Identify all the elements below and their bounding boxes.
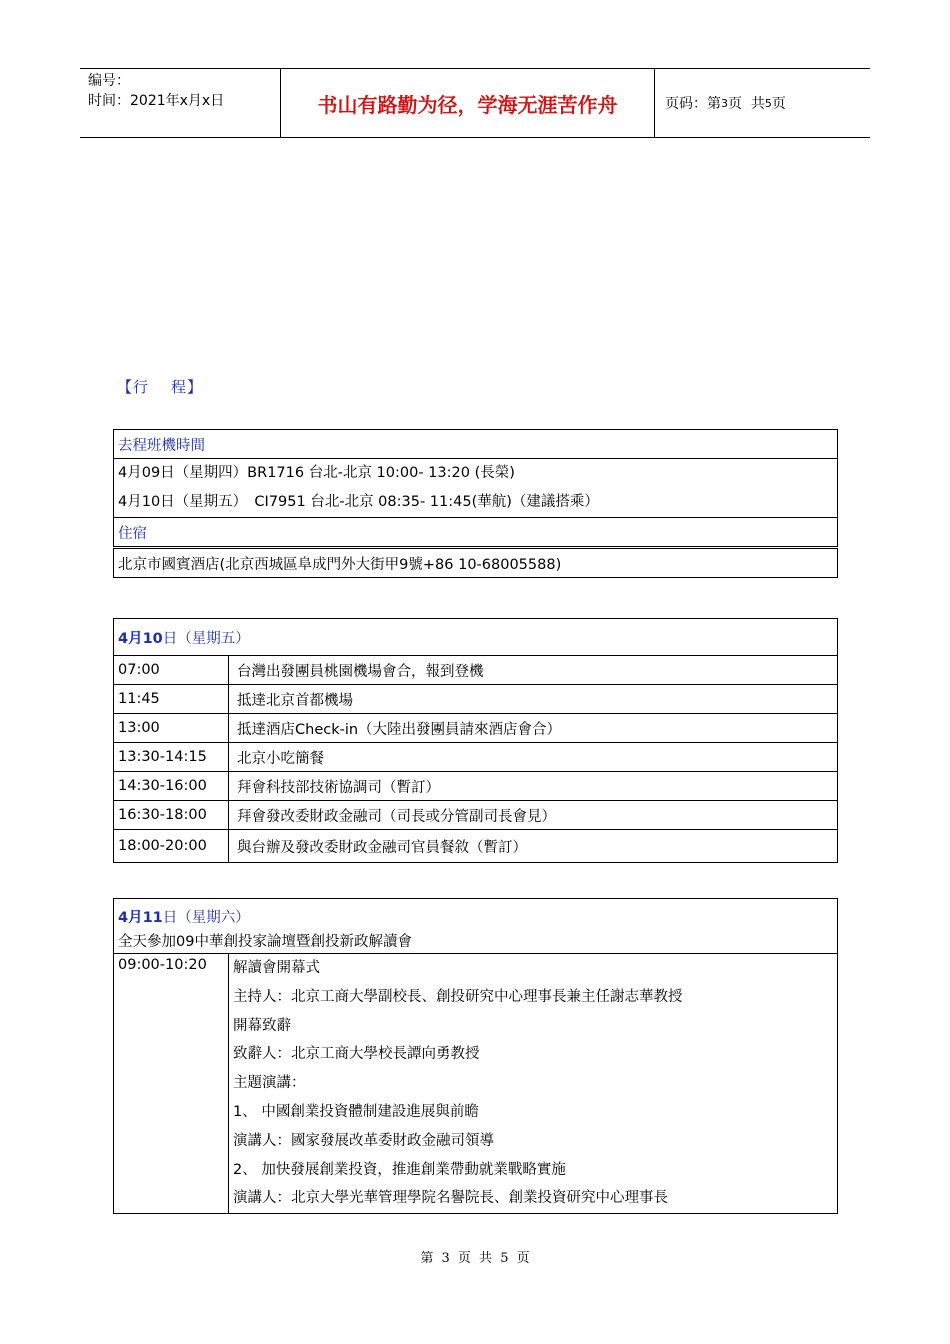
day1-table	[113, 618, 838, 863]
row-activity: 拜會發改委財政金融司（司長或分管副司長會見）	[229, 801, 838, 830]
list-item: 開幕致辭	[233, 1017, 291, 1034]
row-time: 18:00-20:00	[114, 830, 229, 863]
list-item: 主持人：北京工商大學副校長、創投研究中心理事長兼主任謝志華教授	[233, 988, 683, 1005]
list-item: 1、 中國創業投資體制建設進展與前瞻	[233, 1103, 479, 1120]
row-time: 07:00	[114, 656, 229, 685]
day1-date: 4月10日（星期五）	[114, 619, 838, 656]
travel-table	[113, 429, 838, 578]
table-row	[114, 743, 838, 772]
lodging-header: 住宿	[114, 518, 838, 548]
list-item: 演講人：北京大學光華管理學院名譽院長、創業投資研究中心理事長	[233, 1190, 668, 1207]
section-title-close: 程】	[171, 378, 204, 396]
table-row	[114, 801, 838, 830]
list-item: 2、 加快發展創業投資，推進創業帶動就業戰略實施	[233, 1161, 566, 1178]
header-meta	[80, 69, 281, 137]
flight-item: 4月09日（星期四）BR1716 台北-北京 10:00- 13:20 (長榮)	[118, 465, 515, 481]
page-total: 5	[764, 96, 772, 110]
page-header	[80, 68, 870, 138]
session-details	[229, 954, 838, 1214]
flight-item: 4月10日（星期五） CI7951 台北-北京 08:35- 11:45(華航)（建議搭乘）	[118, 494, 599, 510]
row-activity: 抵達北京首都機場	[229, 685, 838, 714]
row-activity: 北京小吃簡餐	[229, 743, 838, 772]
list-item: 解讀會開幕式	[233, 960, 320, 976]
page-current: 3	[721, 96, 728, 110]
header-page-info	[655, 69, 870, 137]
list-item: 致辭人：北京工商大學校長譚向勇教授	[233, 1046, 480, 1063]
session-time: 09:00-10:20	[114, 954, 229, 1214]
section-title-open: 【行	[117, 378, 150, 396]
row-time: 13:30-14:15	[114, 743, 229, 772]
table-row	[114, 656, 838, 685]
header-motto: 书山有路勤为径，学海无涯苦作舟	[281, 69, 655, 137]
row-activity: 台灣出發團員桃園機場會合，報到登機	[229, 656, 838, 685]
section-title	[117, 376, 203, 397]
table-row	[114, 830, 838, 863]
code-label: 编号：	[88, 73, 130, 89]
day2-subtitle: 全天參加09中華創投家論壇暨創投新政解讀會	[114, 927, 838, 954]
page-mid: 页 共	[728, 96, 765, 112]
table-row	[114, 685, 838, 714]
row-time: 13:00	[114, 714, 229, 743]
table-row	[114, 714, 838, 743]
page-suffix: 页	[771, 96, 786, 112]
list-item: 演講人：國家發展改革委財政金融司領導	[233, 1132, 494, 1149]
table-row	[114, 772, 838, 801]
list-item: 主題演講：	[233, 1075, 306, 1092]
day2-table	[113, 898, 838, 1214]
row-activity: 拜會科技部技術協調司（暫訂）	[229, 772, 838, 801]
lodging-info: 北京市國賓酒店(北京西城區阜成門外大街甲9號+86 10-68005588)	[114, 548, 838, 578]
page-prefix: 页码：第	[665, 96, 721, 112]
page-footer: 第 3 页 共 5 页	[420, 1251, 530, 1266]
flight-header: 去程班機時間	[114, 430, 838, 459]
row-time: 11:45	[114, 685, 229, 714]
day2-date: 4月11日（星期六）	[114, 899, 838, 928]
row-time: 16:30-18:00	[114, 801, 229, 830]
row-activity: 與台辦及發改委財政金融司官員餐敘（暫訂）	[229, 830, 838, 863]
time-label: 时间：2021年x月x日	[88, 93, 225, 109]
row-activity: 抵達酒店Check-in（大陸出發團員請來酒店會合）	[229, 714, 838, 743]
flight-list	[114, 459, 838, 518]
row-time: 14:30-16:00	[114, 772, 229, 801]
